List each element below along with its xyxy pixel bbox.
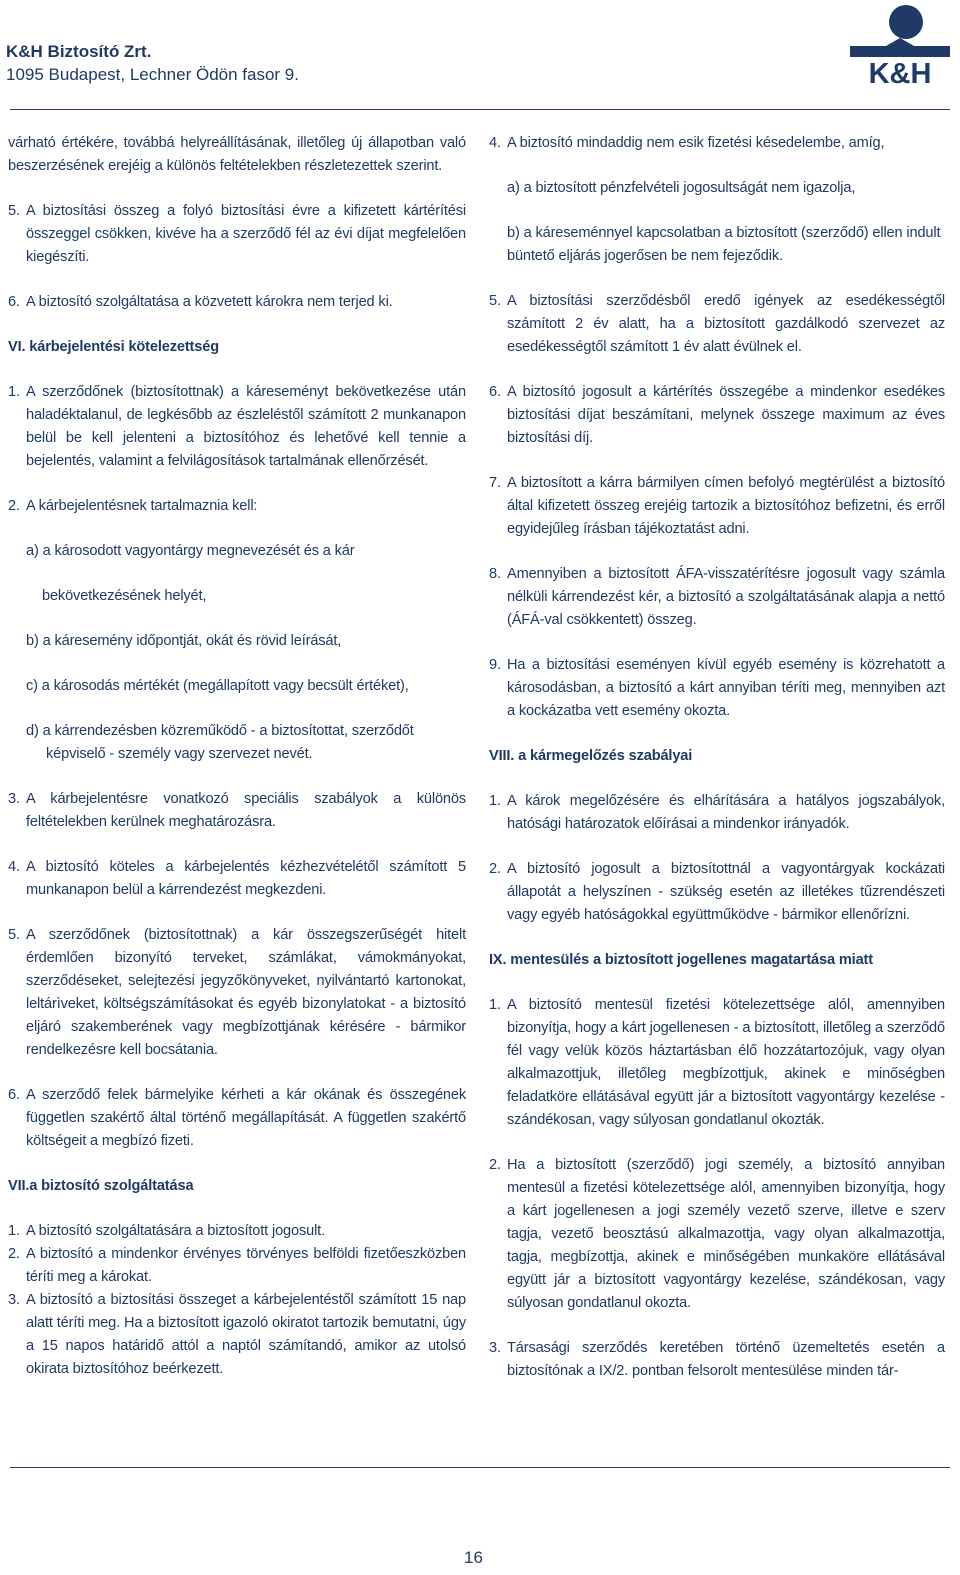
- clause-text: A kárbejelentésnek tartalmaznia kell:: [26, 498, 258, 514]
- clause-viii-2: [489, 858, 945, 927]
- clause-vii-6: [489, 381, 945, 450]
- clause-text: A biztosító jogosult a biztosítottnál a vagyontárgyak kockázati állapotát a helyszínen - szükség esetén az illetékes tűzrendészeti vagy egyéb hatóságokkal együttműködve - bármikor ellenőrízni.: [507, 861, 945, 923]
- clause-number: 6.: [8, 294, 20, 310]
- clause-number: 6.: [8, 1087, 20, 1103]
- clause-text: A kárbejelentésre vonatkozó speciális szabályok a különös feltételekben kerülnek meghatározásra.: [26, 791, 466, 830]
- clause-ix-1: [489, 994, 945, 1132]
- clause-vii-9: [489, 654, 945, 723]
- clause-number: 2.: [489, 861, 501, 877]
- clause-text: Társasági szerződés keretében történő üzemeltetés esetén a biztosítónak a IX/2. pontban felsorolt mentesülése minden tár-: [507, 1340, 945, 1379]
- clause-text: A biztosító a mindenkor érvényes törvényes belföldi fizetőeszközben téríti meg a károkat.: [26, 1246, 466, 1285]
- list-item-c: c) a károsodás mértékét (megállapított vagy becsült értéket),: [26, 678, 409, 694]
- clause-number: 5.: [8, 203, 20, 219]
- clause-text: A biztosítási szerződésből eredő igények az esedékességtől számított 2 év alatt, ha a biztosított gazdálkodó szervezet az esedékességtől számított 1 év alatt évülnek el.: [507, 293, 945, 355]
- clause-number: 1.: [8, 384, 20, 400]
- clause-vi-3: [8, 788, 466, 834]
- clause-ix-2: [489, 1154, 945, 1315]
- list-item-a: a) a károsodott vagyontárgy megnevezését és a kár: [26, 543, 355, 559]
- clause-number: 1.: [8, 1223, 20, 1239]
- clause-text: A biztosított a kárra bármilyen címen befolyó megtérülést a biztosító által kifizetett összeg erejéig tartozik a biztosítóhoz befizetni, és erről egyidejűleg írásban tájékoztatást adni.: [507, 475, 945, 537]
- clause-number: 4.: [489, 135, 501, 151]
- clause-text: A károk megelőzésére és elhárítására a hatályos jogszabályok, hatósági határozatok előírásai a mindenkor irányadók.: [507, 793, 945, 832]
- right-column: [489, 132, 945, 1383]
- clause-vii-4: [489, 132, 945, 155]
- clause-6: [8, 291, 466, 314]
- clause-number: 9.: [489, 657, 501, 673]
- clause-vi-2: [8, 495, 466, 518]
- company-address: 1095 Budapest, Lechner Ödön fasor 9.: [6, 65, 299, 84]
- clause-number: 5.: [489, 293, 501, 309]
- clause-vi-6: [8, 1084, 466, 1153]
- header-divider: [10, 109, 950, 110]
- list-item-b: b) a káreseménnyel kapcsolatban a biztosított (szerződő) ellen indult büntető eljárás jogerősen be nem fejeződik.: [507, 225, 941, 264]
- section-heading-vii: VII.a biztosító szolgáltatása: [8, 1178, 194, 1194]
- clause-number: 2.: [489, 1157, 501, 1173]
- section-heading-viii: VIII. a kármegelőzés szabályai: [489, 748, 693, 764]
- clause-viii-1: [489, 790, 945, 836]
- clause-number: 7.: [489, 475, 501, 491]
- clause-number: 1.: [489, 997, 501, 1013]
- clause-number: 2.: [8, 498, 20, 514]
- clause-number: 4.: [8, 859, 20, 875]
- clause-number: 2.: [8, 1246, 20, 1262]
- clause-text: A szerződő felek bármelyike kérheti a kár okának és összegének független szakértő által történő megállapítását. A független szakértő költségeit a megbízó fizeti.: [26, 1087, 466, 1149]
- clause-text: A biztosító a biztosítási összeget a kárbejelentéstől számított 15 nap alatt téríti meg. Ha a biztosított igazoló okiratot tartozik bemutatni, úgy a 15 napos határidő attól a naptól számítandó, amikor az utolsó okirata biztosítóhoz beérkezett.: [26, 1292, 466, 1377]
- clause-text: Ha a biztosítási eseményen kívül egyéb esemény is közrehatott a károsodásban, a biztosító a kárt annyiban téríti meg, mennyiben azt a kockázatba vett esemény okozta.: [507, 657, 945, 719]
- page-number: 16: [464, 1548, 483, 1567]
- clause-vii-7: [489, 472, 945, 541]
- clause-vi-1: [8, 381, 466, 473]
- company-name: K&H Biztosító Zrt.: [6, 42, 152, 61]
- clause-vii-5: [489, 290, 945, 359]
- clause-text: A szerződőnek (biztosítottnak) a kár összegszerűségét hitelt érdemlően bizonyító terveket, számlákat, vámokmányokat, szerződéseket, selejtezési jegyzőkönyveket, nyilvántartó kartonokat, leltárìveket, költségszámításokat és egyéb bizonylatokat - a biztosító eljáró szakemberének vagy megbízottjának kérésére - bármikor rendelkezésre kell bocsátania.: [26, 927, 466, 1058]
- clause-number: 1.: [489, 793, 501, 809]
- clause-text: A biztosító szolgáltatása a közvetett károkra nem terjed ki.: [26, 294, 393, 310]
- svg-text:K&H: K&H: [868, 58, 932, 86]
- clause-number: 6.: [489, 384, 501, 400]
- clause-ix-3: [489, 1337, 945, 1383]
- clause-number: 3.: [8, 791, 20, 807]
- list-item-a-continued: bekövetkezésének helyét,: [42, 588, 207, 604]
- footer-divider: [10, 1467, 950, 1468]
- list-item-d: d) a kárrendezésben közreműködő - a biztosítottat, szerződőt képviselő - személy vagy szervezet nevét.: [26, 723, 414, 762]
- clause-number: 5.: [8, 927, 20, 943]
- clause-text: A biztosítási összeg a folyó biztosítási évre a kifizetett kártérítési összeggel csökken, kivéve ha a szerződő fél az évi díjat megfelelően kiegészíti.: [26, 203, 466, 265]
- intro-paragraph: várható értékére, továbbá helyreállításának, illetőleg új állapotban való beszerzésének erejéig a különös feltételekben részletezettek szerint.: [8, 135, 466, 174]
- list-item-b: b) a káresemény időpontját, okát és rövid leírását,: [26, 633, 342, 649]
- list-item-a: a) a biztosított pénzfelvételi jogosultságát nem igazolja,: [507, 180, 856, 196]
- clause-text: Amennyiben a biztosított ÁFA-visszatérítésre jogosult vagy számla nélküli kárrendezést kér, a biztosító a szolgáltatásának alapja a nettó (ÁFÁ-val csökkentett) összeg.: [507, 566, 945, 628]
- clause-vii-8: [489, 563, 945, 632]
- clause-number: 3.: [489, 1340, 501, 1356]
- clause-5: [8, 200, 466, 269]
- clause-number: 8.: [489, 566, 501, 582]
- clause-number: 3.: [8, 1292, 20, 1308]
- clause-text: Ha a biztosított (szerződő) jogi személy, a biztosító annyiban mentesül a fizetési kötelezettsége alól, amennyiben bizonyítja, hogy a kárt jogellenesen a jogi személy vezető szerve, illetve e szerv tagja, vezető beosztású alkalmazottja, vagy olyan alkalmazottja, tagja, megbízottja, akinek e minőségében munkaköre ellátásával együtt jár a biztosított vagyontárgy kezelése, szándékosan, vagy súlyosan gondatlanul okozta.: [507, 1157, 945, 1311]
- clause-text: A biztosító mindaddig nem esik fizetési késedelembe, amíg,: [507, 135, 885, 151]
- clause-text: A biztosító szolgáltatására a biztosított jogosult.: [26, 1223, 325, 1239]
- left-column: [8, 132, 466, 1381]
- clause-vii-2: [8, 1243, 466, 1289]
- clause-text: A biztosító mentesül fizetési kötelezettsége alól, amennyiben bizonyítja, hogy a kárt jogellenesen - a biztosított, illetőleg a szerződő fél vagy velük közös háztartásban élő hozzátartozójuk, vagy olyan alkalmazottjuk, illetőleg megbízottjuk, akinek e minőségben feladatköre ellátásával együtt jár a biztosított vagyontárgy kezelése - szándékosan, vagy súlyosan gondatlanul okozták.: [507, 997, 945, 1128]
- clause-vii-1: [8, 1220, 466, 1243]
- clause-text: A szerződőnek (biztosítottnak) a káreseményt bekövetkezése után haladéktalanul, de legkésőbb az észleléstől számított 2 munkanapon belül be kell jelenteni a biztosítóhoz és lehetővé kell tennie a bejelentés, valamint a felvilágosítások tartalmának ellenőrzését.: [26, 384, 466, 469]
- clause-vi-5: [8, 924, 466, 1062]
- clause-vii-3: [8, 1289, 466, 1381]
- clause-text: A biztosító köteles a kárbejelentés kézhezvételétől számított 5 munkanapon belül a kárrendezést megkezdeni.: [26, 859, 466, 898]
- section-heading-vi: VI. kárbejelentési kötelezettség: [8, 339, 219, 355]
- section-heading-ix: IX. mentesülés a biztosított jogellenes magatartása miatt: [489, 952, 873, 968]
- clause-vi-4: [8, 856, 466, 902]
- clause-text: A biztosító jogosult a kártérítés összegébe a mindenkor esedékes biztosítási díjat beszámítani, melynek összege maximum az éves biztosítási díj.: [507, 384, 945, 446]
- kh-logo: [848, 2, 952, 86]
